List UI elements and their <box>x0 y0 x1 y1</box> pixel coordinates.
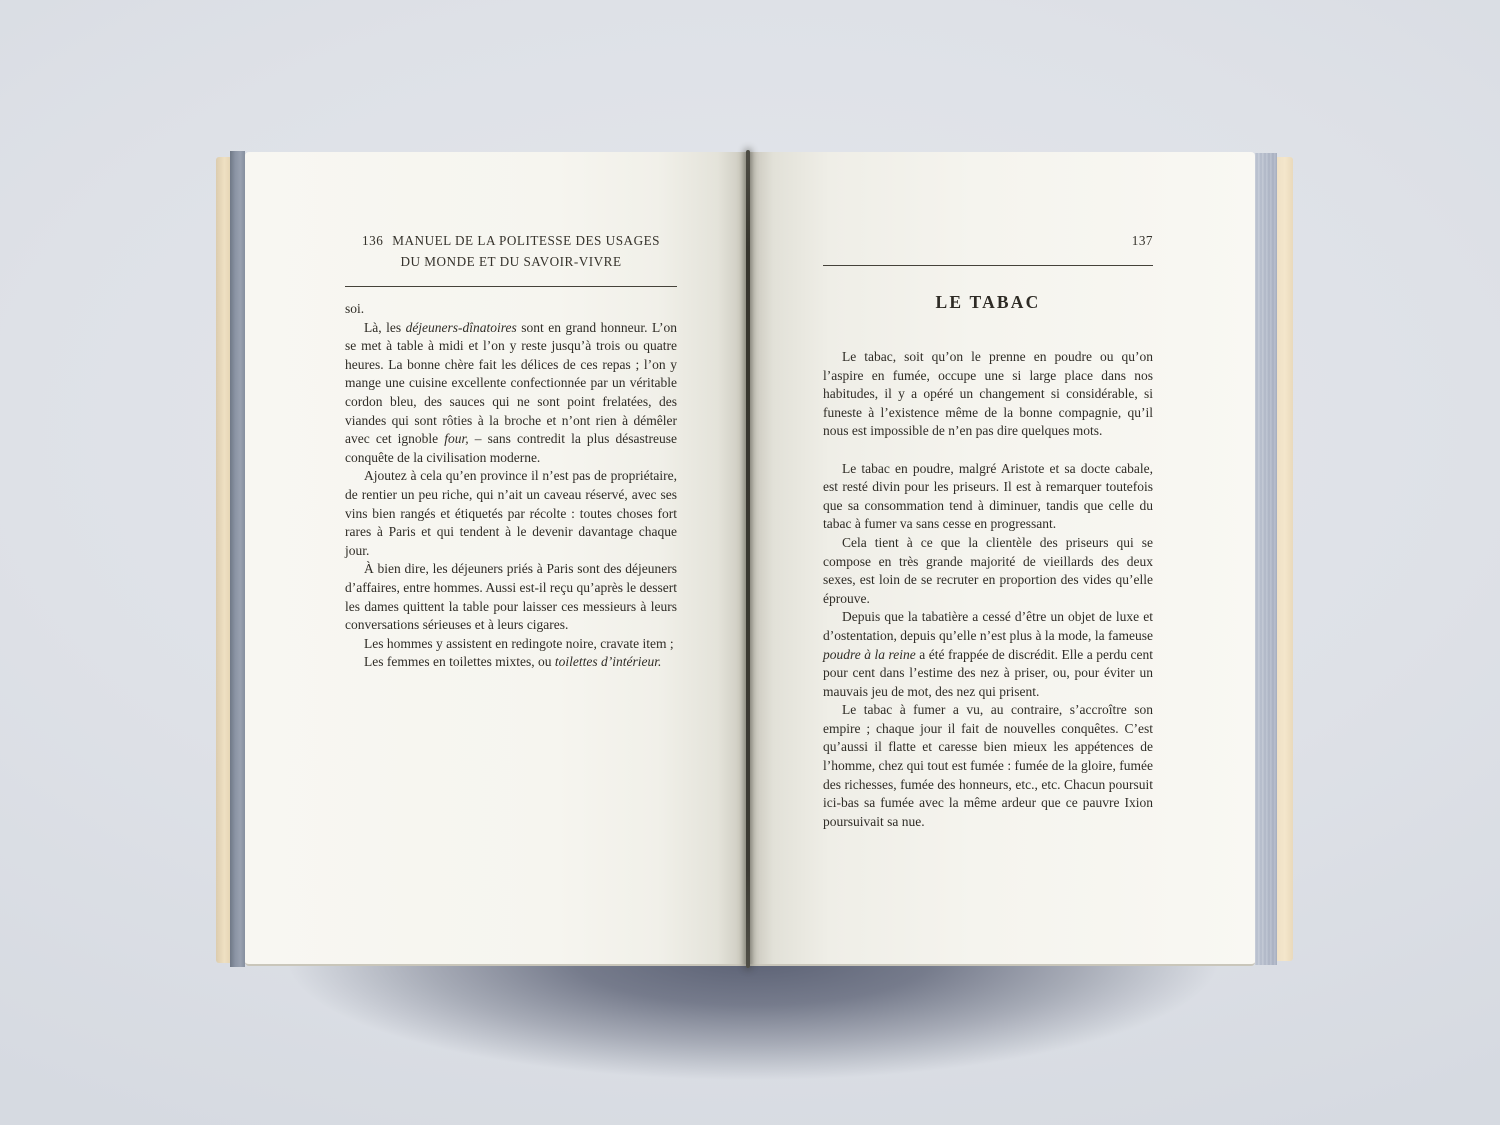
paragraph: Les hommes y assistent en redingote noire, cravate item ; <box>364 635 674 651</box>
running-head-line2: DU MONDE ET DU SAVOIR-VIVRE <box>400 254 622 269</box>
page-stack-edge-left <box>230 151 245 967</box>
running-head <box>345 230 677 272</box>
book-cover-edge-left <box>216 157 230 963</box>
paragraph: Le tabac en poudre, malgré Aristote et sa docte cabale, est resté divin pour les priseurs. Il est à remarquer toutefois que sa consommation tend à diminuer, tandis que celle du tabac à fumer va sans cesse en progressant. <box>823 460 1153 532</box>
paragraph: Le tabac à fumer a vu, au contraire, s’accroître son empire ; chaque jour il fait de nouvelles conquêtes. C’est qu’aussi il flatte et caresse bien mieux les appétences de l’homme, chez qui tout est fumée : fumée de la gloire, fumée des richesses, fumée des honneurs, etc., etc. Chacun poursuit ici-bas sa fumée avec la même ardeur que ce pauvre Ixion poursuivait sa nue. <box>823 702 1153 829</box>
page-number-right: 137 <box>1131 233 1153 248</box>
right-page-text-column <box>823 230 1153 831</box>
paragraph: Depuis que la tabatière a cessé d’être un objet de luxe et d’ostentation, depuis qu’elle n’est plus à la mode, la fameuse poudre à la reine a été frappée de discrédit. Elle a perdu cent pour cent dans l’estime des nez à priser, ou, pour éviter un mauvais jeu de mot, des nez qui prisent. <box>823 609 1154 699</box>
right-page <box>748 152 1255 966</box>
paragraph: soi. <box>345 301 365 316</box>
paragraph: À bien dire, les déjeuners priés à Paris sont des déjeuners d’affaires, entre hommes. Aussi est-il reçu qu’après le dessert les dames quittent la table pour laisser ces messieurs à leurs conversations sérieuses et à leurs cigares. <box>345 561 677 633</box>
paragraph: Le tabac, soit qu’on le prenne en poudre ou qu’on l’aspire en fumée, occupe une si large place dans nos habitudes, il y a opéré un changement si considérable, si funeste à l’existence même de la bonne compagnie, qu’il nous est impossible de n’en pas dire quelques mots. <box>823 349 1153 439</box>
left-page <box>245 152 748 966</box>
book-gutter <box>746 150 750 968</box>
paragraph: Cela tient à ce que la clientèle des priseurs qui se compose en très grande majorité de vieillards des deux sexes, est loin de se recruter en proportion des vides qu’elle éprouve. <box>823 534 1153 606</box>
paragraph: Les femmes en toilettes mixtes, ou toilettes d’intérieur. <box>364 654 662 670</box>
open-book <box>213 143 1293 973</box>
left-page-body <box>345 300 677 672</box>
page-stack-edge-right <box>1255 153 1277 965</box>
book-drop-shadow <box>178 958 1328 1123</box>
book-cover-edge-right <box>1277 157 1293 961</box>
running-head-title: MANUEL DE LA POLITESSE DES USAGES <box>392 233 660 248</box>
chapter-title: LE TABAC <box>935 292 1041 312</box>
header-rule-right <box>823 265 1153 266</box>
right-page-body <box>823 348 1153 831</box>
running-head-line1 <box>345 230 677 251</box>
paragraph: Ajoutez à cela qu’en province il n’est pas de propriétaire, de rentier un peu riche, qui n’ait un caveau réservé, avec ses vins bien rangés et étiquetés par récolte : toutes choses fort rares à Paris et qui tendent à le devenir davantage chaque jour. <box>345 468 677 558</box>
left-page-text-column <box>345 230 677 672</box>
header-rule-left <box>345 286 677 287</box>
page-number-left: 136 <box>362 233 384 248</box>
paragraph: Là, les déjeuners-dînatoires sont en grand honneur. L’on se met à table à midi et l’on y reste jusqu’à trois ou quatre heures. La bonne chère fait les délices de ces repas ; l’on y mange une cuisine excellente confectionnée par un véritable cordon bleu, des sauces qui ne sont point frelatées, des viandes qui sont rôties à la broche et n’ont rien à démêler avec cet ignoble four, – sans contredit la plus désastreuse conquête de la civilisation moderne. <box>345 319 678 465</box>
